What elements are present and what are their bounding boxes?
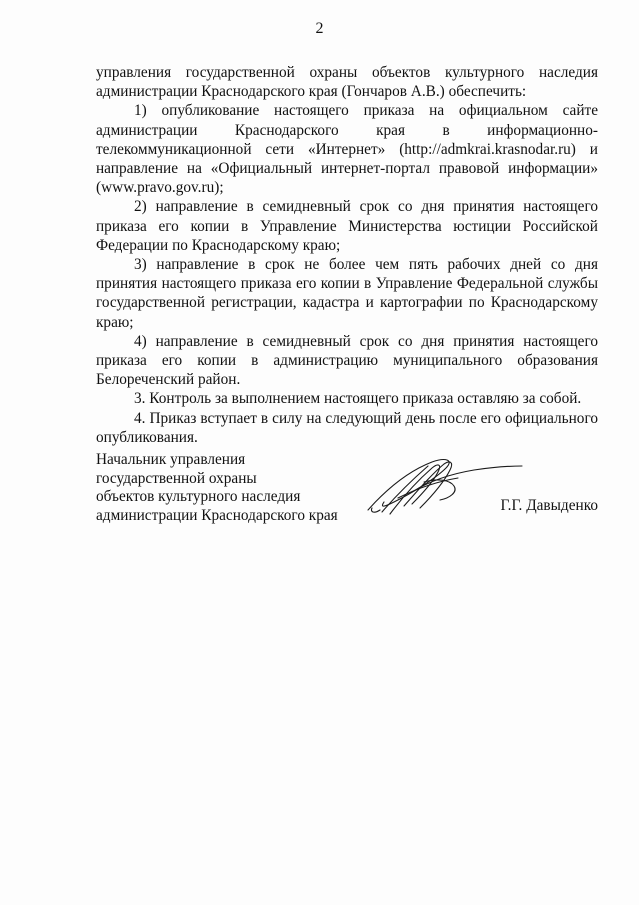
paragraph-item-1: 1) опубликование настоящего приказа на официальном сайте администрации Краснодарского края в информационно-телекоммуникационной сети «Интернет» (http://admkrai.krasnodar.ru) и направление на «Официальный интернет-портал правовой информации» (www.pravo.gov.ru);: [96, 102, 598, 197]
document-body: [96, 63, 598, 447]
handwritten-signature: [354, 452, 526, 520]
paragraph-item-4: 4) направление в семидневный срок со дня принятия настоящего приказа его копии в администрацию муниципального образования Белореченский район.: [96, 332, 598, 389]
paragraph-control-clause: 3. Контроль за выполнением настоящего приказа оставляю за собой.: [134, 390, 582, 408]
signer-title-line: государственной охраны: [96, 469, 257, 487]
page-number: 2: [315, 20, 324, 37]
signer-title-line: Начальник управления: [96, 451, 246, 468]
paragraph-intro: управления государственной охраны объектов культурного наследия администрации Краснодарского края (Гончаров А.В.) обеспечить:: [96, 64, 598, 101]
signer-title-line: администрации Краснодарского края: [96, 506, 338, 524]
signer-name: Г.Г. Давыденко: [500, 497, 598, 514]
paragraph-item-3: 3) направление в срок не более чем пять рабочих дней со дня принятия настоящего приказа его копии в Управление Федеральной службы государственной регистрации, кадастра и картографии по Краснодарскому краю;: [96, 256, 598, 331]
signer-title-line: объектов культурного наследия: [96, 488, 301, 506]
paragraph-effective-clause: 4. Приказ вступает в силу на следующий день после его официального опубликования.: [96, 409, 598, 446]
paragraph-item-2: 2) направление в семидневный срок со дня принятия настоящего приказа его копии в Управление Министерства юстиции Российской Федерации по Краснодарскому краю;: [96, 198, 598, 254]
